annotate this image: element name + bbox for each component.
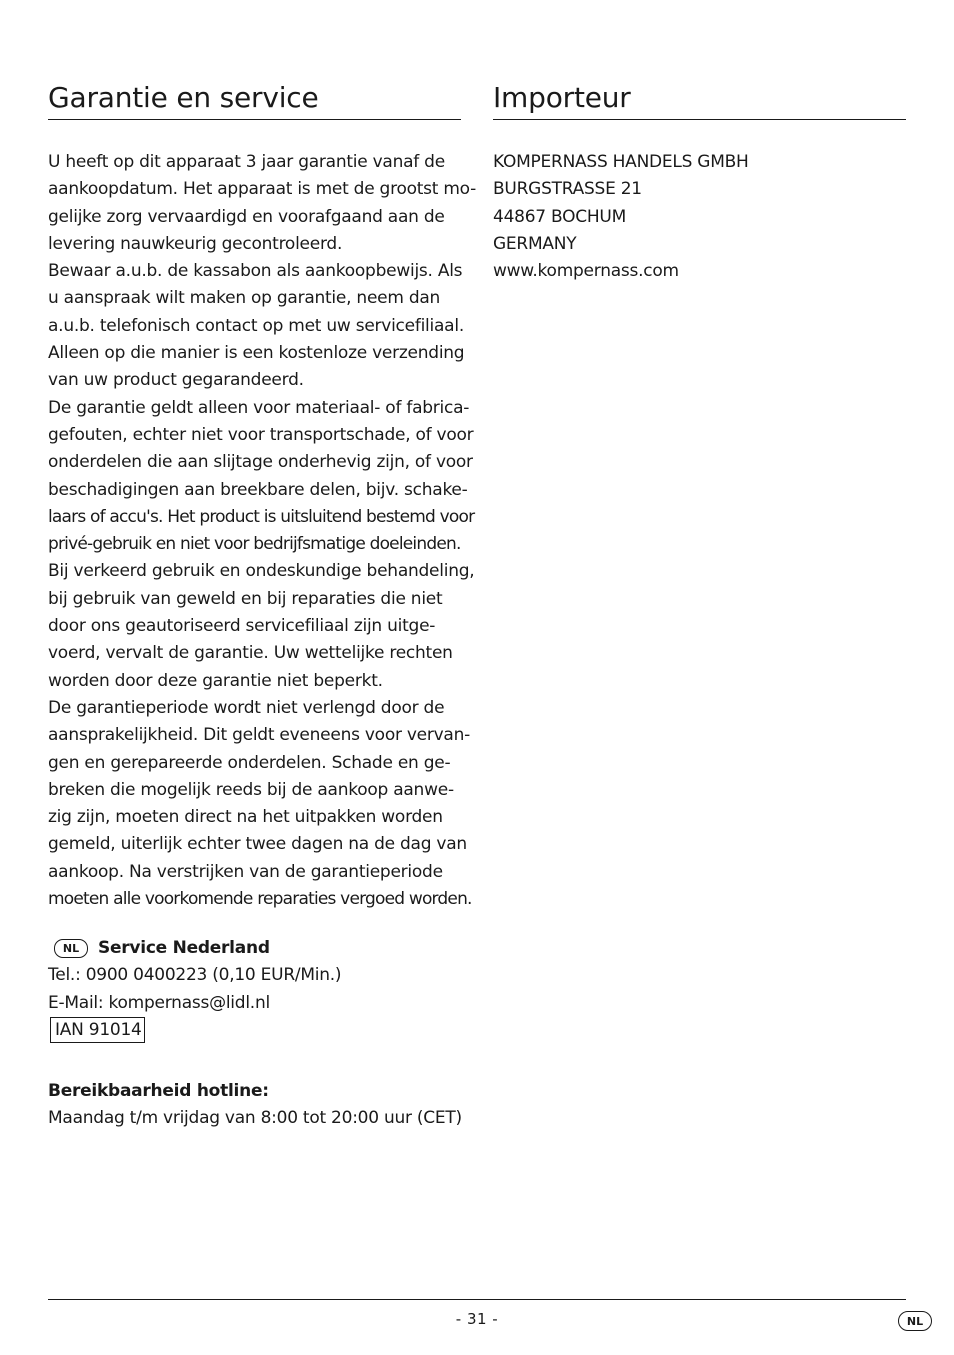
warranty-line: u aanspraak wilt maken op garantie, neem dan — [48, 288, 441, 309]
hotline-section — [48, 1078, 468, 1133]
footer-divider — [48, 1299, 906, 1300]
service-heading — [48, 935, 461, 962]
ian-number-box: IAN 91014 — [50, 1017, 145, 1043]
hotline-hours: Maandag t/m vrijdag van 8:00 tot 20:00 uur (CET) — [48, 1108, 462, 1129]
warranty-line: gen en gerepareerde onderdelen. Schade en ge- — [48, 752, 451, 773]
warranty-line: Bij verkeerd gebruik en ondeskundige behandeling, — [48, 561, 475, 582]
warranty-line: laars of accu's. Het product is uitsluitend bestemd voor — [48, 506, 475, 527]
importer-section — [493, 80, 906, 285]
warranty-line: beschadigingen aan breekbare delen, bijv. schake- — [48, 479, 468, 500]
service-title: Service Nederland — [98, 938, 270, 958]
warranty-line: worden door deze garantie niet beperkt. — [48, 670, 383, 691]
warranty-line: Alleen op die manier is een kostenloze verzending — [48, 343, 465, 364]
warranty-line: aansprakelijkheid. Dit geldt eveneens voor vervan- — [48, 725, 471, 746]
service-email: E-Mail: kompernass@lidl.nl — [48, 992, 270, 1013]
warranty-line: van uw product gegarandeerd. — [48, 370, 304, 391]
warranty-text — [48, 149, 477, 913]
warranty-heading: Garantie en service — [48, 80, 461, 120]
warranty-line: a.u.b. telefonisch contact op met uw servicefiliaal. — [48, 315, 464, 336]
footer-country-badge: NL — [898, 1311, 932, 1331]
warranty-line: gelijke zorg vervaardigd en voorafgaand aan de — [48, 206, 445, 227]
warranty-line: privé-gebruik en niet voor bedrijfsmatige doeleinden. — [48, 534, 461, 555]
hotline-heading: Bereikbaarheid hotline: — [48, 1081, 269, 1101]
warranty-section — [48, 80, 477, 913]
warranty-line: aankoopdatum. Het apparaat is met de grootst mo- — [48, 179, 477, 200]
importer-line: 44867 BOCHUM — [493, 206, 626, 227]
warranty-line: breken die mogelijk reeds bij de aankoop aanwe- — [48, 779, 454, 800]
importer-line: KOMPERNASS HANDELS GMBH — [493, 152, 749, 172]
importer-heading: Importeur — [493, 80, 906, 120]
warranty-line: door ons geautoriseerd servicefiliaal zijn uitge- — [48, 616, 436, 637]
page-number: - 31 - — [455, 1310, 499, 1328]
service-phone: Tel.: 0900 0400223 (0,10 EUR/Min.) — [48, 965, 342, 986]
service-contact — [48, 935, 461, 1044]
importer-website: www.kompernass.com — [493, 261, 679, 282]
warranty-line: U heeft op dit apparaat 3 jaar garantie vanaf de — [48, 152, 445, 172]
warranty-line: zig zijn, moeten direct na het uitpakken worden — [48, 807, 443, 828]
importer-address — [493, 149, 906, 285]
warranty-line: gefouten, echter niet voor transportschade, of voor — [48, 424, 474, 445]
warranty-line: De garantieperiode wordt niet verlengd door de — [48, 697, 445, 718]
warranty-line: aankoop. Na verstrijken van de garantieperiode — [48, 861, 443, 882]
warranty-line: Bewaar a.u.b. de kassabon als aankoopbewijs. Als — [48, 261, 463, 282]
warranty-line: moeten alle voorkomende reparaties vergoed worden. — [48, 889, 472, 910]
country-badge: NL — [54, 939, 88, 958]
warranty-line: gemeld, uiterlijk echter twee dagen na de dag van — [48, 834, 467, 855]
warranty-line: onderdelen die aan slijtage onderhevig zijn, of voor — [48, 452, 473, 473]
warranty-line: levering nauwkeurig gecontroleerd. — [48, 233, 343, 254]
warranty-line: bij gebruik van geweld en bij reparaties die niet — [48, 588, 443, 609]
warranty-line: De garantie geldt alleen voor materiaal- of fabrica- — [48, 397, 470, 418]
warranty-line: voerd, vervalt de garantie. Uw wettelijke rechten — [48, 643, 453, 664]
importer-line: BURGSTRASSE 21 — [493, 179, 642, 200]
importer-line: GERMANY — [493, 233, 577, 254]
